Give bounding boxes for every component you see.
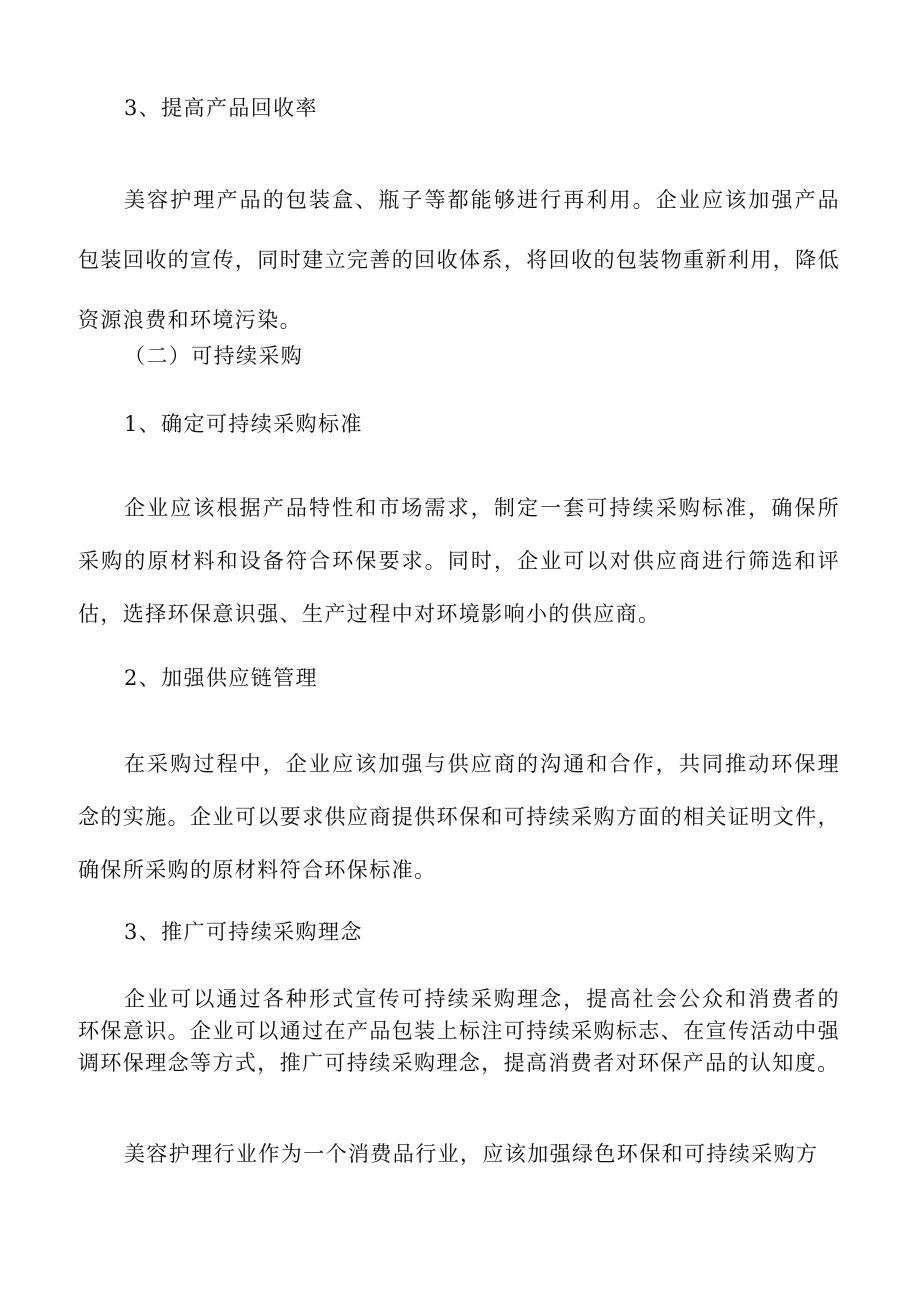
paragraph-conclusion: 美容护理行业作为一个消费品行业，应该加强绿色环保和可持续采购方 [124, 1142, 819, 1166]
heading-promote-sustainable-procurement: 3、推广可持续采购理念 [124, 920, 363, 944]
paragraph-supply-chain-management: 在采购过程中，企业应该加强与供应商的沟通和合作，共同推动环保理念的实施。企业可以要求供应商提供环保和可持续采购方面的相关证明文件，确保所采购的原材料符合环保标准。 [78, 752, 840, 882]
paragraph-promote-sustainable-procurement: 企业可以通过各种形式宣传可持续采购理念，提高社会公众和消费者的环保意识。企业可以通过在产品包装上标注可持续采购标志、在宣传活动中强调环保理念等方式，推广可持续采购理念，提高消费者对环保产品的认知度。 [78, 987, 840, 1075]
paragraph-procurement-standard: 企业应该根据产品特性和市场需求，制定一套可持续采购标准，确保所采购的原材料和设备符合环保要求。同时，企业可以对供应商进行筛选和评估，选择环保意识强、生产过程中对环境影响小的供应商。 [78, 496, 840, 626]
section-title-sustainable-procurement: （二）可持续采购 [124, 344, 304, 368]
heading-procurement-standard: 1、确定可持续采购标准 [124, 412, 363, 436]
paragraph-packaging-recycling: 美容护理产品的包装盒、瓶子等都能够进行再利用。企业应该加强产品包装回收的宣传，同时建立完善的回收体系，将回收的包装物重新利用，降低资源浪费和环境污染。 [78, 188, 840, 332]
heading-improve-recycling-rate: 3、提高产品回收率 [124, 96, 318, 120]
heading-supply-chain-management: 2、加强供应链管理 [124, 666, 318, 690]
